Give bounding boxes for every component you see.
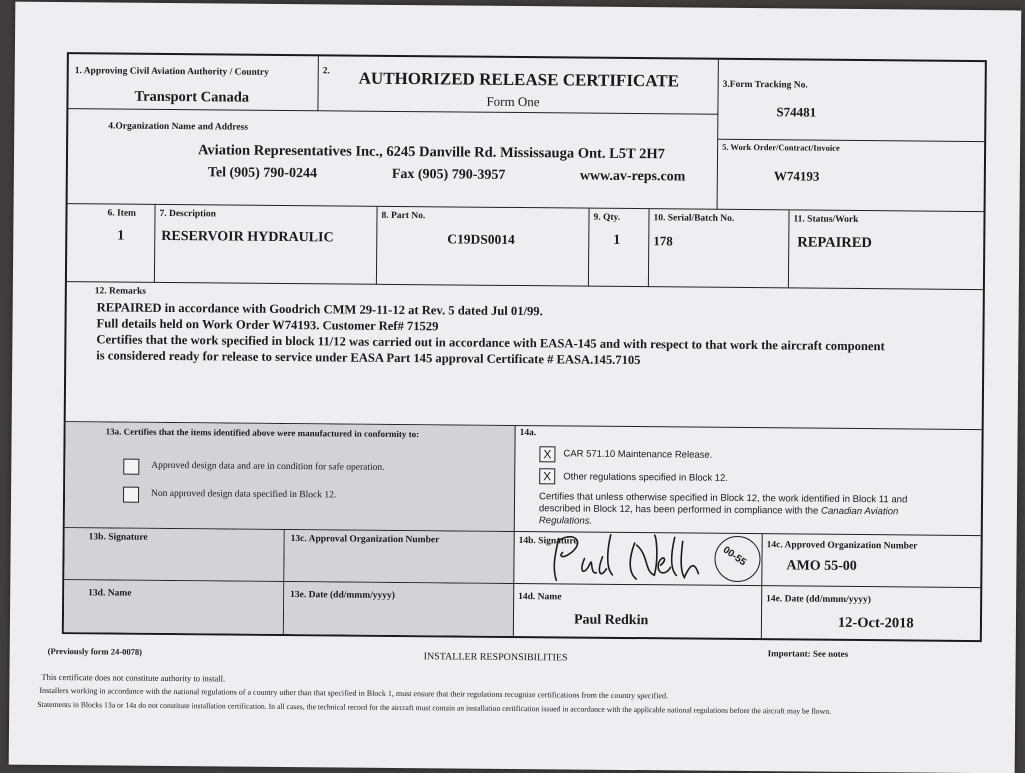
remarks-line: REPAIRED in accordance with Goodrich CMM 29-11-12 at Rev. 5 dated Jul 01/99. [96, 300, 543, 319]
authority-value: Transport Canada [134, 88, 250, 106]
certificate-paper [9, 2, 1022, 773]
status-value: REPAIRED [797, 234, 872, 252]
block-3-label: 3.Form Tracking No. [722, 79, 808, 91]
org-address: Aviation Representatives Inc., 6245 Danville Rd. Mississauga Ont. L5T 2H7 [197, 142, 665, 163]
cert-line: described in Block 12, has been performed in compliance with the [538, 503, 822, 517]
non-approved-design-label: Non approved design data specified in Block 12. [151, 488, 337, 501]
important-note: Important: See notes [767, 648, 849, 659]
signer-name: Paul Redkin [573, 612, 649, 629]
other-regulations-checkbox[interactable]: X [539, 468, 555, 484]
remarks-line: Certifies that the work specified in block 11/12 was carried out in accordance with EASA-145 and with respect to that work the aircraft component [96, 332, 885, 354]
remarks-line: Full details held on Work Order W74193. Customer Ref# 71529 [96, 316, 439, 334]
description-value: RESERVOIR HYDRAULIC [161, 228, 334, 246]
block-2 [318, 56, 718, 114]
block-13a [65, 422, 516, 532]
serial-value: 178 [653, 233, 673, 249]
block-13b-label: 13b. Signature [88, 532, 148, 543]
release-date: 12-Oct-2018 [837, 614, 914, 632]
block-13e [284, 582, 514, 636]
footer-note-3: Statements in Blocks 13a or 14a do not constitute installation certification. In all cases, the technical record for the aircraft must contain an installation certification issued in accordance with the applicable national regulations before the aircraft may be flown. [37, 699, 832, 716]
work-order-number: W74193 [773, 168, 820, 184]
cert-line: Regulations. [538, 515, 593, 527]
part-number-value: C19DS0014 [447, 231, 515, 247]
footer-note-2: Installers working in accordance with the national regulations of a country other than that specified in Block 1, must ensure that their regulations recognize certifications from the country specified. [39, 685, 669, 701]
block-7-label: 7. Description [159, 208, 217, 220]
page-subtitle: Form One [486, 93, 540, 110]
block-9 [589, 209, 650, 288]
block-5 [718, 140, 985, 212]
block-8-label: 8. Part No. [381, 210, 426, 222]
previous-form-note: (Previously form 24-0078) [47, 645, 143, 657]
block-4 [68, 109, 719, 210]
block-14a [515, 426, 982, 536]
block-14b [514, 532, 762, 586]
block-8 [377, 207, 590, 287]
block-13d [64, 580, 284, 634]
block-9-label: 9. Qty. [593, 212, 621, 223]
cert-italic: Canadian Aviation [820, 505, 899, 518]
page-title: AUTHORIZED RELEASE CERTIFICATE [358, 68, 680, 91]
remarks-text [96, 299, 885, 370]
block-6 [67, 204, 156, 283]
block-14c [762, 534, 980, 588]
block-6-label: 6. Item [107, 208, 137, 219]
block-14e-label: 14e. Date (dd/mmm/yyyy) [766, 594, 871, 606]
block-10-label: 10. Serial/Batch No. [653, 213, 735, 224]
block-13c-label: 13c. Approval Organization Number [290, 534, 440, 546]
block-14e [762, 586, 980, 640]
block-14c-label: 14c. Approved Organization Number [766, 540, 918, 552]
other-regulations-label: Other regulations specified in Block 12. [563, 471, 729, 484]
approved-org-number: AMO 55-00 [786, 558, 857, 574]
block-3 [718, 60, 985, 142]
block-13a-label: 13a. Certifies that the items identified above were manufactured in conformity to: [105, 426, 420, 440]
inspector-stamp [714, 536, 760, 582]
block-1 [68, 54, 318, 111]
block-13c [284, 530, 514, 584]
block-4-label: 4.Organization Name and Address [108, 121, 249, 133]
footer-note-1: This certificate does not constitute authority to install. [41, 671, 226, 684]
org-web: www.av-reps.com [579, 168, 686, 185]
form-one-grid [62, 52, 987, 642]
block-1-label: 1. Approving Civil Aviation Authority / Country [74, 66, 269, 78]
cert-line: Certifies that unless otherwise specified in Block 12, the work identified in Block 11 and [538, 491, 908, 506]
remarks-line: is considered ready for release to service under EASA Part 145 approval Certificate # EASA.145.7105 [96, 348, 641, 368]
block-14d [514, 584, 762, 638]
org-tel: Tel (905) 790-0244 [207, 165, 318, 182]
block-14a-label: 14a. [519, 428, 537, 439]
org-fax: Fax (905) 790-3957 [391, 166, 506, 183]
block-13d-label: 13d. Name [88, 588, 132, 599]
stamp-text: 00-55 [720, 544, 748, 569]
block-13b [64, 528, 284, 582]
block-11 [789, 210, 984, 290]
block-11-label: 11. Status/Work [793, 214, 859, 225]
signature-image [544, 528, 714, 587]
block-10 [649, 209, 790, 288]
item-value: 1 [117, 228, 125, 244]
non-approved-design-checkbox[interactable] [123, 487, 139, 503]
block-7 [155, 205, 378, 285]
car-571-10-checkbox[interactable]: X [539, 446, 555, 462]
block-12-label: 12. Remarks [94, 286, 147, 297]
installer-heading: INSTALLER RESPONSIBILITIES [423, 651, 568, 664]
car-571-10-label: CAR 571.10 Maintenance Release. [563, 448, 713, 461]
block-2-label: 2. [322, 66, 330, 77]
approved-design-label: Approved design data and are in condition for safe operation. [151, 460, 385, 473]
block-13e-label: 13e. Date (dd/mmm/yyyy) [290, 590, 395, 601]
block-12 [66, 282, 983, 430]
block-14d-label: 14d. Name [518, 592, 562, 603]
qty-value: 1 [613, 232, 621, 248]
block-5-label: 5. Work Order/Contract/Invoice [722, 141, 840, 153]
approved-design-checkbox[interactable] [123, 459, 139, 475]
block-14b-label: 14b. Signature [518, 536, 578, 547]
certification-text [539, 491, 908, 530]
tracking-number: S74481 [776, 104, 817, 120]
